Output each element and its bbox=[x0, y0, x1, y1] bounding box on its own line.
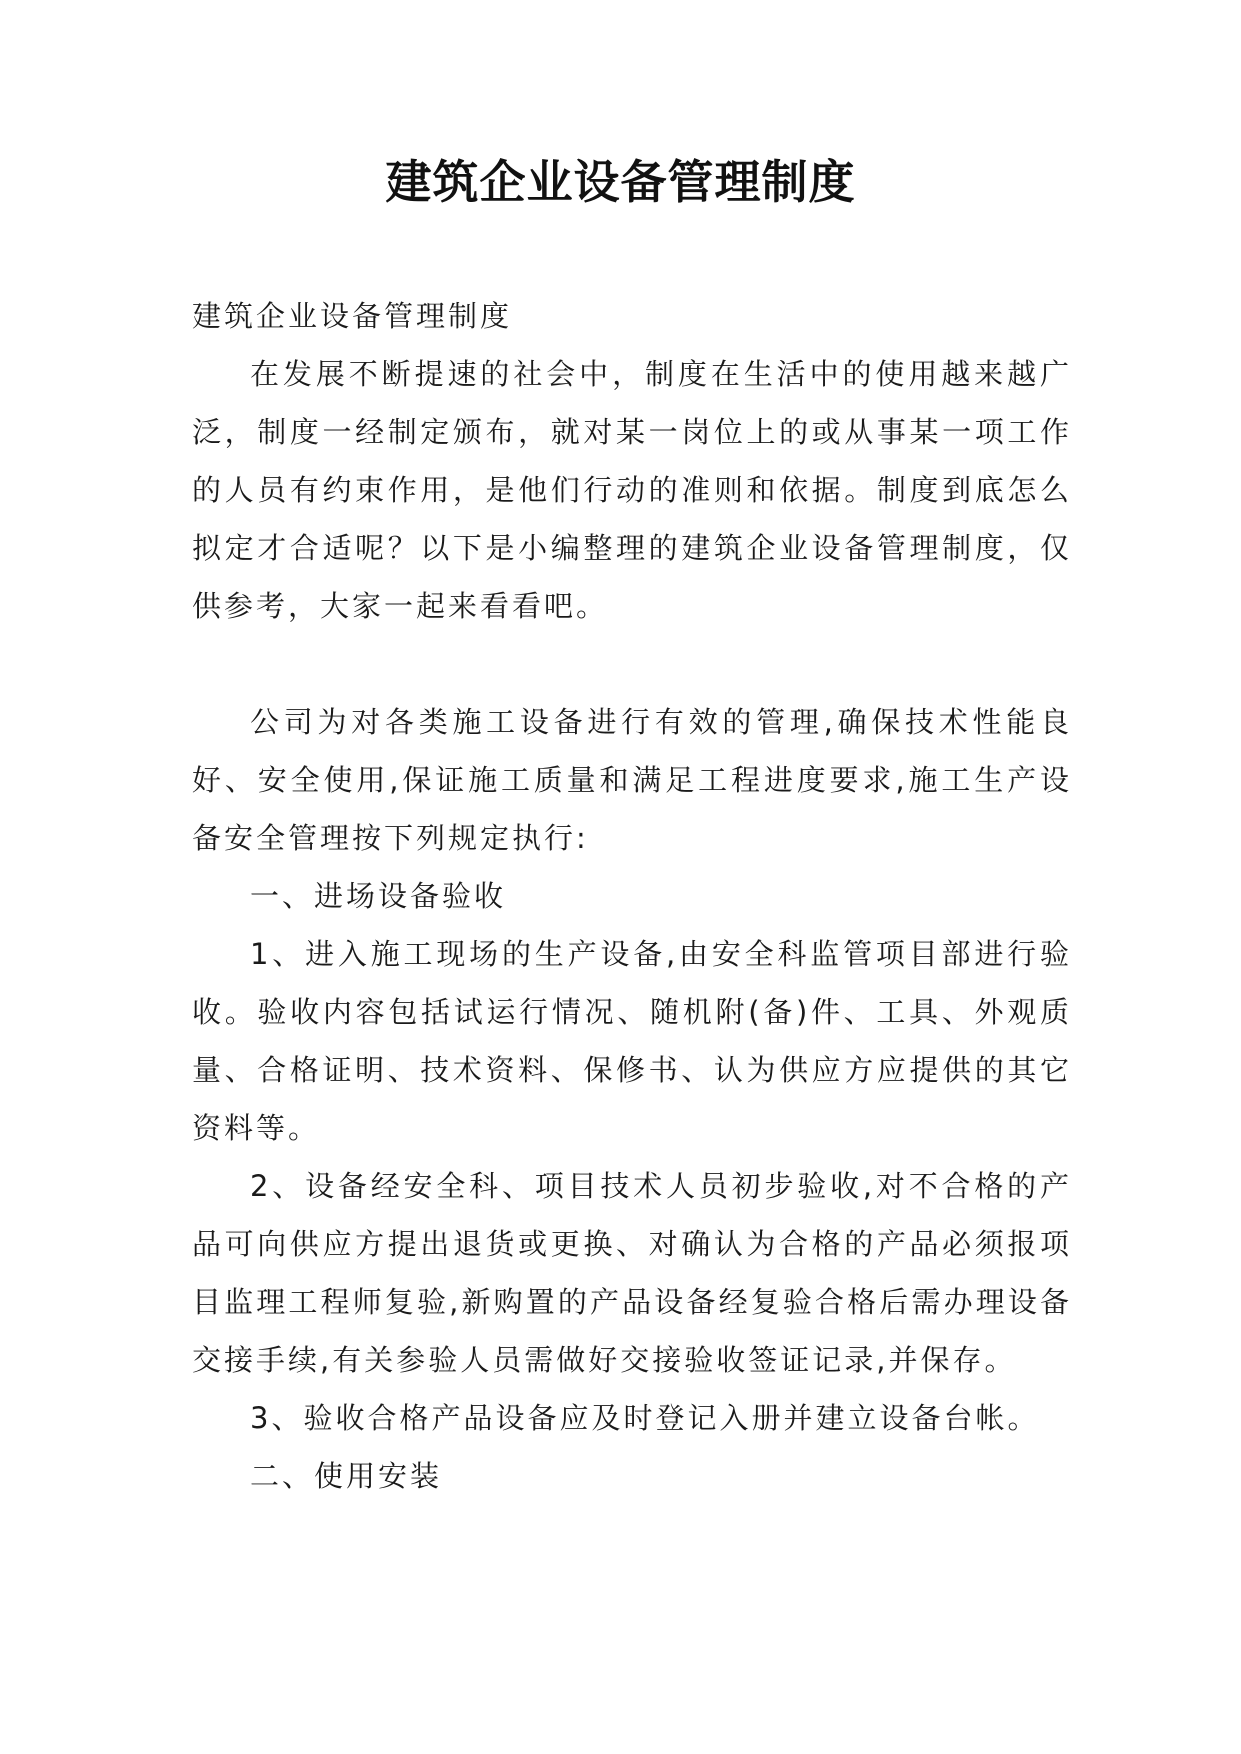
document-title: 建筑企业设备管理制度 bbox=[385, 155, 856, 209]
document-body bbox=[192, 287, 1072, 1505]
intro-paragraph: 在发展不断提速的社会中，制度在生活中的使用越来越广泛，制度一经制定颁布，就对某一岗位上的或从事某一项工作的人员有约束作用，是他们行动的准则和依据。制度到底怎么拟定才合适呢？以下是小编整理的建筑企业设备管理制度，仅供参考，大家一起来看看吧。 bbox=[192, 357, 1072, 623]
document-subtitle: 建筑企业设备管理制度 bbox=[192, 299, 513, 333]
body-paragraph-item-1: 1、进入施工现场的生产设备,由安全科监管项目部进行验收。验收内容包括试运行情况、随机附(备)件、工具、外观质量、合格证明、技术资料、保修书、认为供应方应提供的其它资料等。 bbox=[192, 937, 1072, 1145]
body-paragraph-preamble: 公司为对各类施工设备进行有效的管理,确保技术性能良好、安全使用,保证施工质量和满足工程进度要求,施工生产设备安全管理按下列规定执行: bbox=[192, 705, 1072, 855]
paragraph-spacer bbox=[192, 635, 1072, 693]
body-paragraph-item-3: 3、验收合格产品设备应及时登记入册并建立设备台帐。 bbox=[250, 1401, 1040, 1435]
section-heading-equipment-acceptance: 一、进场设备验收 bbox=[250, 879, 507, 913]
section-heading-installation: 二、使用安装 bbox=[250, 1459, 443, 1493]
body-paragraph-item-2: 2、设备经安全科、项目技术人员初步验收,对不合格的产品可向供应方提出退货或更换、对确认为合格的产品必须报项目监理工程师复验,新购置的产品设备经复验合格后需办理设备交接手续,有关参验人员需做好交接验收签证记录,并保存。 bbox=[192, 1169, 1072, 1377]
